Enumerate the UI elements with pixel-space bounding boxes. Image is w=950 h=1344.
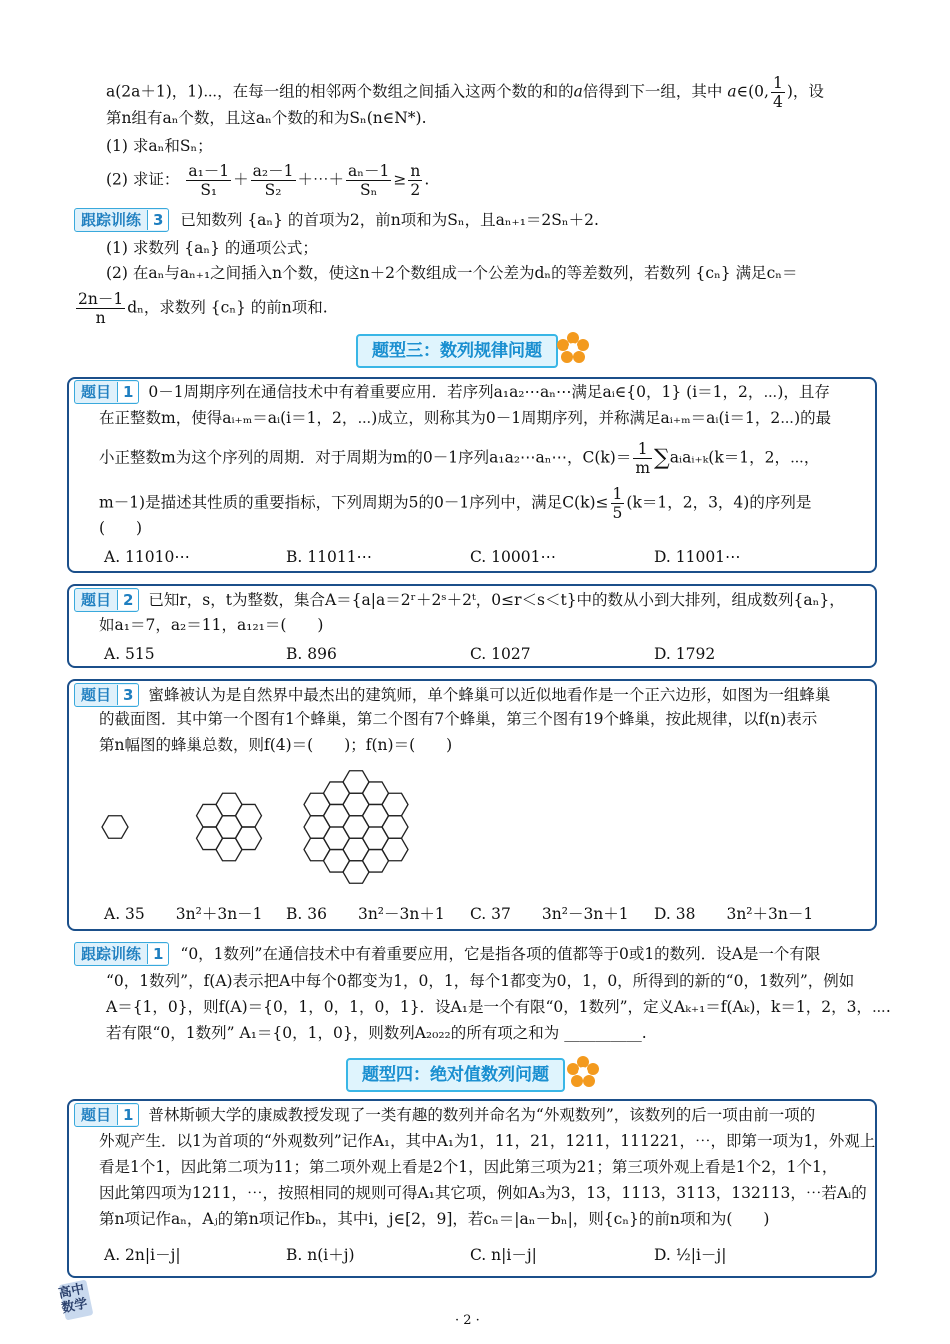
problem-2-line-2: 如a₁＝7，a₂＝11，a₁₂₁＝( ) — [99, 616, 324, 634]
problem-1-line-3: 小正整数m为这个序列的周期．对于周期为m的0－1序列a₁a₂⋯aₙ⋯，C(k)＝ $\frac{1}{m}$ ∑aᵢaᵢ₊ₖ(k＝1，2，⋯， — [99, 440, 820, 477]
problem-4-option-a[interactable]: A. 2n|i－j| — [104, 1246, 181, 1264]
top-question-2: (2) 求证： $\frac{\text{a₁－1}}{\text{S₁}}$ ＋ $\frac{\text{a₂－1}}{\text{S₂}}$ ＋⋯＋ $\frac{\text{aₙ－1}}{\text{Sₙ}}$ ≥ $\frac{n}{2}$ . — [106, 162, 430, 199]
problem-4-option-c[interactable]: C. n|i－j| — [470, 1246, 537, 1264]
problem-tag: 题目 1 — [74, 1103, 139, 1127]
practice-1-line-1: 跟踪训练 1 “0，1数列”在通信技术中有着重要应用，它是指各项的值都等于0或1的数列．设A是一个有限 — [74, 942, 820, 966]
practice-3-q1: (1) 求数列 {aₙ} 的通项公式； — [106, 239, 318, 257]
problem-2-line-1: 题目 2 已知r，s，t为整数，集合A＝{a|a＝2ʳ＋2ˢ＋2ᵗ，0≤r＜s＜t}中的数从小到大排列，组成数列{aₙ}， — [74, 588, 845, 612]
problem-4-line-5: 第n项记作aₙ，Aⱼ的第n项记作bₙ，其中i，j∈[2，9]，若cₙ＝|aₙ－bₙ|，则{cₙ}的前n项和为( ) — [99, 1210, 770, 1228]
problem-3-option-a[interactable]: A. 35 3n²＋3n－1 — [104, 905, 263, 923]
problem-2-option-b[interactable]: B. 896 — [286, 645, 337, 663]
problem-4-line-1: 题目 1 普林斯顿大学的康威教授发现了一类有趣的数列并命名为“外观数列”，该数列的后一项由前一项的 — [74, 1103, 815, 1127]
problem-1-option-a[interactable]: A. 11010⋯ — [104, 548, 190, 566]
problem-3-line-3: 第n幅图的蜂巢总数，则f(4)＝( )；f(n)＝( ) — [99, 736, 453, 754]
problem-4-line-3: 看是1个1，因此第二项为11；第二项外观上看是2个1，因此第三项为21；第三项外观上看是1个2，1个1， — [99, 1158, 838, 1176]
problem-tag: 题目 3 — [74, 683, 139, 707]
problem-3-line-1: 题目 3 蜜蜂被认为是自然界中最杰出的建筑师，单个蜂巢可以近似地看作是一个正六边形，如图为一组蜂巢 — [74, 683, 830, 707]
problem-3-line-2: 的截面图．其中第一个图有1个蜂巢，第二个图有7个蜂巢，第三个图有19个蜂巢，按此规律，以f(n)表示 — [99, 710, 818, 728]
problem-2-option-d[interactable]: D. 1792 — [654, 645, 716, 663]
problem-1-line-1: 题目 1 0－1周期序列在通信技术中有着重要应用．若序列a₁a₂⋯aₙ⋯满足aᵢ∈{0，1} (i＝1，2，⋯)，且存 — [74, 380, 830, 404]
practice-3-q2: (2) 在aₙ与aₙ₊₁之间插入n个数，使这n＋2个数组成一个公差为dₙ的等差数列，若数列 {cₙ} 满足cₙ＝ — [106, 264, 798, 282]
problem-3-option-c[interactable]: C. 37 3n²－3n＋1 — [470, 905, 629, 923]
problem-1-line-4: m－1)是描述其性质的重要指标，下列周期为5的0－1序列中，满足C(k)≤ $\frac{1}{5}$ (k＝1，2，3，4)的序列是 — [99, 485, 812, 522]
practice-tag: 跟踪训练 3 — [74, 208, 169, 232]
top-line-1: a(2a＋1)，1)⋯，在每一组的相邻两个数组之间插入这两个数的和的a倍得到下一组，其中 a∈(0, $\frac{1}{4}$ )，设 — [106, 74, 824, 111]
answer-blank[interactable]: __________. — [564, 1024, 647, 1042]
problem-1-option-c[interactable]: C. 10001⋯ — [470, 548, 556, 566]
practice-tag: 跟踪训练 1 — [74, 942, 169, 966]
section-banner-4: 题型四：绝对值数列问题 — [346, 1058, 565, 1092]
problem-tag: 题目 1 — [74, 380, 139, 404]
problem-1-paren: ( ) — [99, 519, 143, 537]
top-question-1: (1) 求aₙ和Sₙ； — [106, 137, 213, 155]
top-line-2: 第n组有aₙ个数，且这aₙ个数的和为Sₙ(n∈N*). — [106, 109, 427, 127]
problem-tag: 题目 2 — [74, 588, 139, 612]
practice-1-line-2: “0，1数列”，f(A)表示把A中每个0都变为1，0，1，每个1都变为0，1，0，所得到的新的“0，1数列”，例如 — [106, 972, 855, 990]
problem-3-option-b[interactable]: B. 36 3n²－3n＋1 — [286, 905, 445, 923]
flower-icon — [565, 1054, 601, 1090]
problem-1-option-b[interactable]: B. 11011⋯ — [286, 548, 373, 566]
problem-3-option-d[interactable]: D. 38 3n²＋3n－1 — [654, 905, 814, 923]
problem-4-option-b[interactable]: B. n(i＋j) — [286, 1246, 355, 1264]
problem-4-line-2: 外观产生．以1为首项的“外观数列”记作A₁，其中A₁为1，11，21，1211，111221，⋯，即第一项为1，外观上 — [99, 1132, 876, 1150]
practice-1-line-3: A＝{1，0}，则f(A)＝{0，1，0，1，0，1}．设A₁是一个有限“0，1数列”，定义Aₖ₊₁＝f(Aₖ)，k＝1，2，3，⋯. — [106, 998, 891, 1016]
problem-1-option-d[interactable]: D. 11001⋯ — [654, 548, 741, 566]
flower-icon — [555, 330, 591, 366]
honeycomb-figure — [95, 760, 455, 895]
practice-1-line-4: 若有限“0，1数列” A₁＝{0，1，0}，则数列A₂₀₂₂的所有项之和为 __________. — [106, 1024, 647, 1042]
problem-4-option-d[interactable]: D. ½|i－j| — [654, 1246, 727, 1264]
section-banner-3: 题型三：数列规律问题 — [356, 334, 558, 368]
problem-2-option-c[interactable]: C. 1027 — [470, 645, 531, 663]
problem-2-option-a[interactable]: A. 515 — [104, 645, 155, 663]
problem-1-line-2: 在正整数m，使得aᵢ₊ₘ＝aᵢ(i＝1，2，⋯)成立，则称其为0－1周期序列，并称满足aᵢ₊ₘ＝aᵢ(i＝1，2⋯)的最 — [99, 409, 832, 427]
page-number: · 2 · — [455, 1313, 480, 1328]
practice-3-header: 跟踪训练 3 已知数列 {aₙ} 的首项为2，前n项和为Sₙ，且aₙ₊₁＝2Sₙ＋2. — [74, 208, 599, 232]
logo-text: 高中数学 — [57, 1281, 89, 1317]
practice-3-q2-cont: $\frac{2n-1}{n}$ dₙ，求数列 {cₙ} 的前n项和. — [78, 290, 328, 327]
problem-4-line-4: 因此第四项为1211，⋯，按照相同的规则可得A₁其它项，例如A₃为3，13，1113，3113，132113，⋯若Aᵢ的 — [99, 1184, 867, 1202]
